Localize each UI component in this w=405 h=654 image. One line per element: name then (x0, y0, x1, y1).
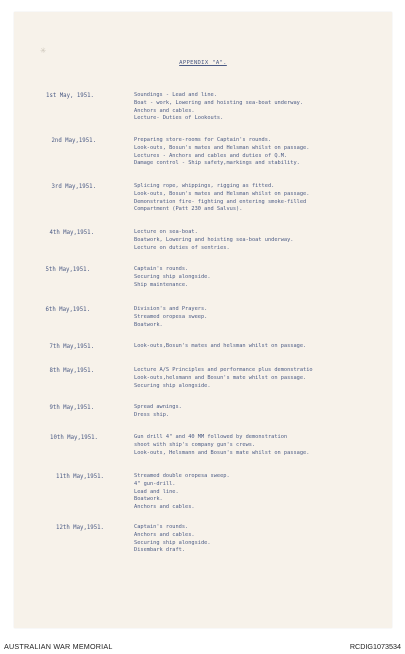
activity-line: Damage control - Ship safety,markings and stability. (134, 160, 300, 167)
entry-date: 12th May,1951. (56, 525, 104, 531)
activity-line: Captain's rounds. (134, 266, 189, 272)
entry-date: 2nd May,1951. (51, 138, 96, 144)
activity-line: Demonstration fire- fighting and entering smoke-filled (134, 198, 307, 205)
activity-line: Boat - work, Lowering and hoisting sea-boat underway. (134, 99, 304, 106)
activity-line: Anchors and cables. (134, 107, 195, 114)
activity-line: Disembark draft. (134, 547, 186, 554)
activity-line: Division's and Prayers. (134, 306, 208, 312)
punch-hole-mark: ✳ (40, 45, 47, 56)
activity-line: Streamed double oropesa sweep. (134, 473, 230, 479)
activity-line: Boatwork. (134, 496, 163, 503)
entry-date: 1st May, 1951. (46, 93, 94, 99)
entry-activities (134, 473, 392, 512)
entry-date: 10th May,1951. (50, 435, 98, 441)
activity-line: Lectures - Anchors and cables and duties of Q.M. (134, 152, 288, 159)
activity-line: Look-outs,helsmann and Bosun's mate whilst on passage. (134, 374, 307, 381)
entry-date: 4th May,1951. (49, 230, 94, 236)
document-title: APPENDIX "A". (179, 60, 227, 66)
entry-activities (134, 306, 392, 329)
activity-line: Look-outs, Bosun's mates and Helsman whilst on passage. (134, 190, 310, 197)
activity-line: Lecture on sea-boat. (134, 229, 198, 235)
entry-activities (134, 92, 392, 123)
activity-line: Splicing rope, whippings, rigging as fitted. (134, 183, 275, 189)
activity-line: Boatwork, Lowering and hoisting sea-boat underway. (134, 236, 294, 243)
activity-line: 4" gun-drill. (134, 480, 176, 487)
entry-activities (134, 137, 392, 168)
entry-activities (134, 524, 392, 555)
footer-reference-id: RCDIG1073534 (349, 642, 401, 651)
footer-archive-name: AUSTRALIAN WAR MEMORIAL (4, 642, 113, 651)
activity-line: Lecture- Duties of Lookouts. (134, 115, 224, 122)
activity-line: Securing ship alongside. (134, 382, 211, 389)
activity-line: Soundings - Lead and line. (134, 92, 217, 98)
activity-line: Securing ship alongside. (134, 273, 211, 280)
entry-date: 8th May,1951. (49, 368, 94, 374)
entry-activities (134, 229, 392, 252)
activity-line: Ship maintenance. (134, 281, 189, 288)
entry-date: 5th May,1951. (45, 267, 90, 273)
activity-line: Lead and line. (134, 488, 179, 495)
document-page (14, 12, 392, 628)
entry-date: 6th May,1951. (45, 307, 90, 313)
activity-line: Dress ship. (134, 411, 170, 418)
entry-activities (134, 404, 392, 420)
activity-line: Preparing store-rooms for Captain's rounds. (134, 137, 272, 143)
activity-line: Captain's rounds. (134, 524, 189, 530)
activity-line: Anchors and cables. (134, 504, 195, 511)
entry-activities (134, 183, 392, 214)
activity-line: Look-outs, Bosun's mates and Helsman whilst on passage. (134, 144, 310, 151)
activity-line: Lecture A/S Principles and performance plus demonstratio (134, 367, 313, 373)
activity-line: Compartment (Patt 230 and Salvus). (134, 206, 243, 213)
entry-activities (134, 343, 392, 351)
activity-line: Gun drill 4" and 40 MM followed by demonstration (134, 434, 288, 440)
entry-date: 7th May,1951. (49, 344, 94, 350)
entry-activities (134, 266, 392, 289)
activity-line: Securing ship alongside. (134, 539, 211, 546)
entry-activities (134, 367, 392, 390)
entry-date: 3rd May,1951. (51, 184, 96, 190)
activity-line: Spread awnings. (134, 404, 182, 410)
entry-date: 9th May,1951. (49, 405, 94, 411)
activity-line: Streamed oropesa sweep. (134, 313, 208, 320)
entry-date: 11th May,1951. (56, 474, 104, 480)
activity-line: shoot with ship's company gun's crews. (134, 441, 256, 448)
activity-line: Look-outs,Bosun's mates and helsman whilst on passage. (134, 343, 307, 349)
activity-line: Anchors and cables. (134, 531, 195, 538)
entry-activities (134, 434, 392, 457)
activity-line: Lecture on duties of sentries. (134, 244, 230, 251)
activity-line: Boatwork. (134, 321, 163, 328)
activity-line: Look-outs, Helsmann and Bosun's mate whilst on passage. (134, 449, 310, 456)
